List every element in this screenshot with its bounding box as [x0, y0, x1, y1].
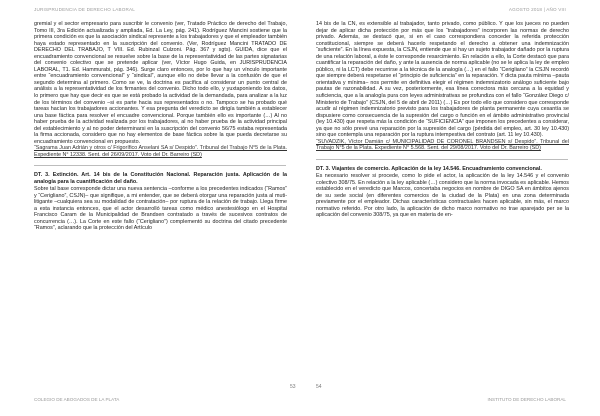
section-divider [316, 159, 568, 160]
section-heading: DT. 3. Extinción. Art. 14 bis de la Constitución Nacional. Reparación justa. Aplicación de la analogía para la cuantificación del daño. [34, 172, 287, 186]
page-number-left: 53 [290, 384, 296, 390]
section-divider [34, 165, 286, 166]
running-footer-left: COLEGIO DE ABOGADOS DE LA PLATA [34, 397, 120, 402]
body-paragraph: Sobre tal base corresponde dictar una nueva sentencia –conforme a los precedentes indicados (“Ramos” y “Cerigliano”, CSJN)– que signifique, a mi entender, que se deberá otorgar una reparación justa al muti-litigante –cualquiera sea su modalidad de contratación– por ruptura de la relación de trabajo. Llega firme a esta instancia entonces, que el actor desarrolló tareas como médico anestesiólogo en el Hospital Francisco Caram de la Municipalidad de Brandsen contratado a través de sucesivos contratos de concurrencia (…). La Corte en este fallo (“Cerigliano”) complementó su doctrina del citado precedente “Ramos”, aclarando que la protección del Artículo [34, 186, 287, 232]
running-footer-right: INSTITUTO DE DERECHO LABORAL [487, 397, 566, 402]
case-citation: “Sagrama Juan Adrián y otros c/ Frigorífico Anselani SA s/ Despido”. Tribunal del Trabajo N°5 de la Plata. Expediente N° 12338. Sent. del 26/09/2017. Voto del Dr. Barreiro (SD) [34, 145, 287, 158]
right-column [316, 21, 569, 219]
body-paragraph: gremial y el sector empresario para suscribir le convenio (ver, Tratado Práctico de derecho del Trabajo, Tomo III, 3ra Edición actualizada y ampliada, Ed. La Ley, pág. 241). Rodríguez Mancini sostiene que la primera condición es que la asociación sindical represente a los trabajadores y que el empleador también haya estado representado en la suscripción del convenio. (Ver, Rodríguez Mancini TRATADO DE DERECHO DEL TRABAJO, T VIII. Ed. Rubinzal Culzoni. Pág. 367 y sgts). GUIDA, dice que el encuadramiento convencional se resuelve sobre la base de la representatividad de las partes signatarias del convenio colectivo que se pretende aplicar (ver, Víctor Hugo Guida, en JURISPRUDENCIA LABORAL, T1. Ed. Hammurabi, pág. 346). Surge claro entonces, por lo que hay un vínculo importante entre “encuadramiento convencional” y “sindical”, aunque ello no debe llevar a la confusión de que el segundo determina al primero. Como se ve, la doctrina es pacífica al considerar un punto central de análisis a la representatividad de los firmantes del convenio. Dicho todo ello, y yuxtaponiendo los datos, lo primero que hay que decir es que se está probado la actividad de la demandada, para analizar a la luz de los términos del convenio –si es parte hacia sus representados o no. Tampoco se ha probado qué tareas hacían los trabajadores accionantes. Y esa pregunta del veredicto se dirigía también a establecer una base fáctica para resolver el encuadre convencional. Porque también ello es importante (…) Al no haber prueba de la actividad realizada por los trabajadores, al no haber prueba de la actividad principal del establecimiento y al no poder determinarsi en la suscripción del convenio 56/75 estaba representada la firma accionada, considero que no hay elementos de base fáctica sobre la que pueda decretarse su encuadramiento convencional en propuesto. [34, 21, 287, 145]
running-header-left: JURISPRUDENCIA DE DERECHO LABORAL [34, 7, 136, 12]
body-paragraph: Es necesario resolver si procede, como lo pide el actor, la aplicación de la ley 14.546 y el convenio colectivo 308/75. En relación a la ley aplicable (…) considero que la norma invocada es aplicable. Hemos establecido en el veredicto que Marcos, concertaba negocios en nombre de DIGO SA en ámbitos ajenos de su sede social (en diferentes comercios de la ciudad de la Plata) en una zona determinada previamente por el empleador. Dichas características contractuales hacen aplicable, sin más, el marco normativo referido. Por otro lado, la aplicación de dicho marco normativo no trae aparejado per se la aplicación del convenio 308/75, ya que en materia de en- [316, 172, 569, 219]
page-number-right: 54 [316, 384, 322, 390]
body-paragraph: 14 bis de la CN, es extensible al trabajador, tanto privado, como público. Y que los jueces no pueden dejar de aplicar dicha protección por más que los “trabajadores” incorporen las normas de derecho privado. Además, se destacó que, si en el caso correspondiera conceder la referida protección constitucional, siempre se deberá hacerlo respetando el derecho a obtener una indemnización “suficiente”. En la línea expuesta, la CSJN, entiende que si hay un sujeto trabajador dañado por la ruptura de una relación laboral, a éste le corresponde resarcimiento. En relación a ello, la Corte destacó que para cuantificar la reparación del daño, y ante la ausencia de norma aplicable (no se le aplica la ley de empleo público, ni la LCT) debe recurrirse a la técnica de la analogía (…) en el fallo “Cerigliano” la CSJN recordó que siempre deberá respetarse el “principio de suficiencia” en la reparación. Y dicta pauta mínima –pauta orientativa y mínima– nos permite en definitiva elegir el régimen indemnizatorio análogo suficiente bajo pautas de razonabilidad. A su vez, posteriormente, esa línea correctora más cercana a la equidad y suficiencia, que a la analogía pura con leyes administrativas se profundiza con el fallo “González Diego c/ Ministerio de Trabajo” (CSJN, del 5 de abril de 2011) (…) Es por todo ello que considero que corresponde acudir al régimen indemnizatorio previsto para los trabajadores de planta permanente cuya cesantía se dispusiere como consecuencia de la supresión del cargo o función en el ámbito administrativo provincial (ley 10.430) que respeta más la condición de “SUFICIENCIA” que imponen los precedentes a considerar, ya que no sólo prevé una reparación por la supresión del cargo (pérdida del empleo, art. 30 ley 10.430) sino que contempla una reparación por la ruptura intempestiva del contrato (art. 11 ley 10.430). [316, 21, 569, 139]
case-citation: “SUVADZIK, Víctor Damián c/ MUNICIPALIDAD DE CORONEL BRANDSEN s/ Despido”. Tribunal del Trabajo N°5 de la Plata. Expediente N° 5.568. Sent. del 29/08/2017. Voto del Dr. Barreiro (SD) [316, 138, 569, 152]
left-column [34, 21, 287, 232]
section-heading: DT. 3. Viajantes de comercio. Aplicación de la ley 14.546. Encuadramiento convencional. [316, 165, 542, 172]
running-header-right: AGOSTO 2018 | AÑO VIII [508, 7, 566, 12]
